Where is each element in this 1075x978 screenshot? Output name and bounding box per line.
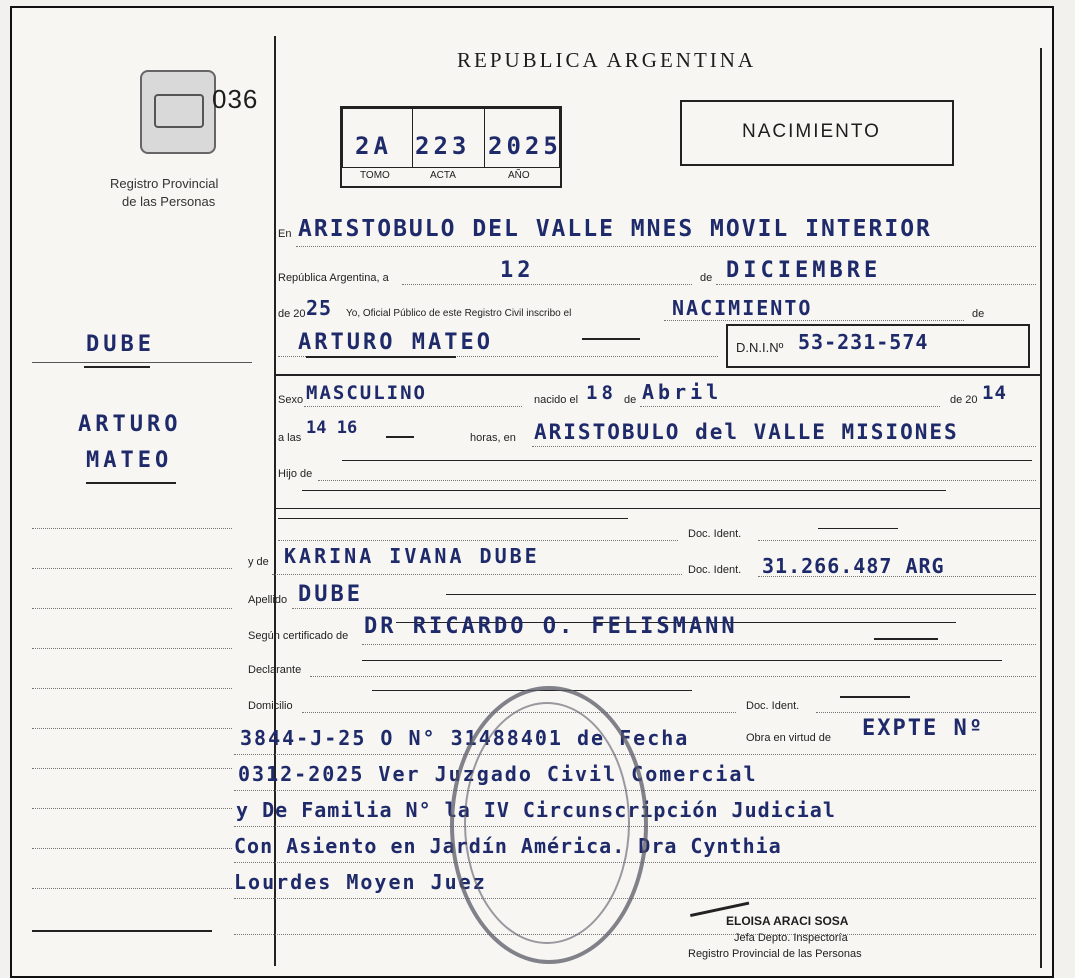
tomo-value: 2A: [355, 132, 392, 160]
margin-given2: MATEO: [86, 448, 173, 473]
apellido-value: DUBE: [298, 582, 363, 607]
yde-label: y de: [248, 556, 269, 568]
apellido-label: Apellido: [248, 594, 288, 606]
birth-certificate-page: [10, 6, 1054, 978]
ano-label: AÑO: [508, 170, 530, 181]
margin-given1: ARTURO: [78, 412, 182, 437]
sexo-label: Sexo: [278, 394, 304, 406]
nacido-label: nacido el: [534, 394, 579, 406]
obra-label: Obra en virtud de: [746, 732, 831, 744]
registration-place: ARISTOBULO DEL VALLE MNES MOVIL INTERIOR: [298, 216, 932, 242]
acta-value: 223: [415, 132, 471, 160]
margin-surname: DUBE: [86, 332, 155, 357]
registration-month: DICIEMBRE: [726, 258, 882, 283]
person-name: ARTURO MATEO: [298, 330, 493, 355]
province-logo: [140, 70, 216, 154]
signer-name: ELOISA ARACI SOSA: [726, 914, 849, 928]
doctor-name: DR RICARDO O. FELISMANN: [364, 614, 738, 639]
tomo-label: TOMO: [360, 170, 390, 181]
observation-line-2: 0312-2025 Ver Juzgado Civil Comercial: [238, 762, 758, 786]
segun-label: Según certificado de: [248, 630, 349, 642]
acta-label: ACTA: [430, 170, 456, 181]
yo-text: Yo, Oficial Público de este Registro Civil inscribo el: [346, 308, 572, 319]
birth-year-suffix: 14: [982, 382, 1007, 404]
mother-doc: 31.266.487 ARG: [762, 554, 945, 578]
ano-value: 2025: [488, 132, 562, 160]
alas-label: a las: [278, 432, 302, 444]
hijo-label: Hijo de: [278, 468, 313, 480]
en-label: En: [278, 228, 292, 240]
mother-name: KARINA IVANA DUBE: [284, 544, 540, 568]
obra-value: EXPTE Nº: [862, 716, 984, 741]
father-doc-label: Doc. Ident.: [688, 528, 742, 540]
declarante-label: Declarante: [248, 664, 302, 676]
office-name-line1: Registro Provincial: [110, 176, 219, 191]
birth-time: 14 16: [306, 418, 358, 438]
declarante-doc-label: Doc. Ident.: [746, 700, 800, 712]
de-label: de: [700, 272, 713, 284]
birth-year-prefix: de 20: [950, 394, 978, 406]
de-label-2: de: [972, 308, 985, 320]
observation-line-5: Lourdes Moyen Juez: [234, 870, 487, 894]
page-number: 036: [212, 84, 259, 114]
right-border: [1040, 48, 1042, 968]
horas-label: horas, en: [470, 432, 516, 444]
registration-day: 12: [500, 258, 535, 283]
birth-month: Abril: [642, 380, 723, 404]
signer-title: Jefa Depto. Inspectoría: [734, 932, 848, 944]
birth-day: 18: [586, 382, 617, 404]
office-name-line2: de las Personas: [122, 194, 216, 209]
year-prefix: de 20: [278, 308, 306, 320]
republica-label: República Argentina, a: [278, 272, 389, 284]
birth-de-label: de: [624, 394, 637, 406]
signer-office: Registro Provincial de las Personas: [688, 948, 862, 960]
dni-label: D.N.I.Nº: [736, 340, 784, 355]
dni-value: 53-231-574: [798, 330, 929, 354]
official-seal-inner: [464, 702, 630, 944]
margin-underline: [84, 366, 150, 368]
country-title: REPUBLICA ARGENTINA: [457, 48, 757, 72]
birth-place: ARISTOBULO del VALLE MISIONES: [534, 420, 959, 444]
signature-scribble: [687, 886, 750, 917]
mother-doc-label: Doc. Ident.: [688, 564, 742, 576]
observation-line-3: y De Familia N° la IV Circunscripción Judicial: [236, 798, 836, 822]
inscription-type: NACIMIENTO: [672, 296, 813, 320]
sexo-value: MASCULINO: [306, 382, 427, 404]
observation-line-4: Con Asiento en Jardín América. Dra Cynthia: [234, 834, 782, 858]
observation-line-1: 3844-J-25 O N° 31488401 de Fecha: [240, 726, 690, 750]
act-type: NACIMIENTO: [742, 121, 881, 142]
year-suffix: 25: [306, 296, 333, 320]
domicilio-label: Domicilio: [248, 700, 293, 712]
